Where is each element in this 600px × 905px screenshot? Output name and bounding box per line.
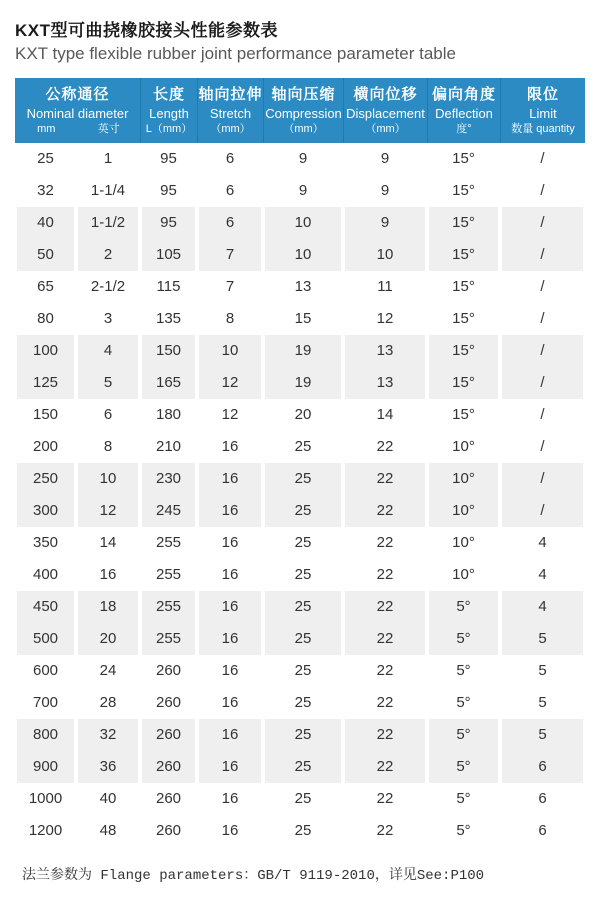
table-cell: 600	[32, 662, 59, 679]
table-cell: 25	[263, 591, 343, 623]
table-cell: /	[540, 278, 545, 295]
table-cell: 13	[294, 278, 312, 295]
table-cell: 6	[103, 406, 113, 423]
table-cell: 16	[197, 591, 263, 623]
table-cell: 15°	[427, 239, 500, 271]
table-cell: 250	[15, 463, 76, 495]
header-label-en: Length	[149, 106, 189, 121]
table-cell: 260	[155, 790, 182, 807]
table-cell: 230	[140, 463, 197, 495]
parameter-table	[15, 78, 585, 847]
table-cell: 255	[155, 566, 182, 583]
table-row	[15, 399, 585, 431]
table-cell: 22	[343, 719, 427, 751]
table-cell: 25	[37, 150, 54, 167]
table-cell: 7	[197, 239, 263, 271]
table-cell: /	[540, 150, 545, 167]
table-cell: 125	[15, 367, 76, 399]
header-col-stretch	[197, 78, 263, 143]
table-cell: 16	[197, 463, 263, 495]
table-row	[15, 175, 585, 207]
header-col-limit	[500, 78, 585, 143]
table-cell: 8	[103, 438, 113, 455]
table-cell: 95	[160, 182, 177, 199]
table-cell: 5°	[427, 751, 500, 783]
table-cell: 4	[538, 534, 547, 551]
table-cell: 16	[99, 566, 117, 583]
table-cell: 9	[343, 207, 427, 239]
table-cell: 25	[294, 822, 312, 839]
header-label-cn: 长度	[152, 86, 185, 103]
table-cell: 115	[156, 278, 181, 295]
table-cell: 22	[343, 751, 427, 783]
table-cell: 165	[140, 367, 197, 399]
header-sub-mm: mm	[37, 123, 56, 135]
header-label-en: Deflection	[435, 106, 493, 121]
table-cell: 22	[376, 694, 394, 711]
table-cell: 25	[263, 751, 343, 783]
table-cell: 260	[155, 822, 182, 839]
table-cell: 95	[160, 150, 177, 167]
table-cell: 22	[376, 790, 394, 807]
table-cell: 9	[380, 182, 390, 199]
table-cell: 15°	[427, 367, 500, 399]
table-cell: 16	[221, 822, 239, 839]
table-cell: 4	[500, 591, 585, 623]
table-row	[15, 239, 585, 271]
table-cell: 150	[32, 406, 59, 423]
header-sub-unit: 度°	[456, 123, 472, 135]
table-row	[15, 687, 585, 719]
header-col-compression	[263, 78, 343, 143]
table-row	[15, 527, 585, 559]
table-cell: 5°	[427, 623, 500, 655]
table-cell: 15°	[452, 310, 475, 327]
table-cell: 40	[99, 790, 117, 807]
table-cell: 16	[197, 751, 263, 783]
table-row	[15, 719, 585, 751]
table-cell: /	[540, 406, 545, 423]
table-cell: 25	[263, 495, 343, 527]
table-cell: /	[500, 463, 585, 495]
table-cell: 260	[155, 662, 182, 679]
table-cell: 2	[76, 239, 140, 271]
table-cell: 12	[376, 310, 394, 327]
table-cell: 1-1/4	[90, 182, 126, 199]
table-cell: /	[500, 495, 585, 527]
table-cell: 15°	[452, 182, 475, 199]
table-cell: 1	[103, 150, 113, 167]
table-cell: 700	[32, 694, 59, 711]
table-cell: 48	[99, 822, 117, 839]
header-col-length	[140, 78, 197, 143]
table-body	[15, 143, 585, 847]
table-cell: 15°	[427, 207, 500, 239]
table-row	[15, 367, 585, 399]
table-cell: 22	[343, 463, 427, 495]
table-cell: 11	[377, 278, 393, 295]
header-col-deflection	[427, 78, 500, 143]
table-cell: 25	[263, 623, 343, 655]
table-cell: 5°	[427, 719, 500, 751]
table-cell: 1-1/2	[76, 207, 140, 239]
table-cell: 22	[343, 591, 427, 623]
header-label-cn: 限位	[526, 86, 559, 103]
table-cell: 5	[500, 719, 585, 751]
table-cell: 10°	[452, 438, 475, 455]
table-cell: 6	[225, 182, 235, 199]
table-cell: 32	[76, 719, 140, 751]
table-cell: /	[540, 310, 545, 327]
table-row	[15, 495, 585, 527]
header-label-en: Nominal diameter	[26, 106, 129, 121]
table-header	[15, 78, 585, 143]
table-cell: 3	[103, 310, 113, 327]
header-label-en: Limit	[529, 106, 557, 121]
table-cell: 6	[538, 790, 547, 807]
table-cell: 15°	[452, 406, 475, 423]
header-sub-unit: 数量 quantity	[511, 123, 575, 135]
header-label-cn: 公称通径	[45, 86, 110, 103]
table-cell: 150	[140, 335, 197, 367]
table-row	[15, 751, 585, 783]
table-cell: 400	[32, 566, 59, 583]
table-cell: 16	[221, 662, 239, 679]
table-cell: /	[500, 207, 585, 239]
table-cell: 40	[15, 207, 76, 239]
table-cell: 450	[15, 591, 76, 623]
table-cell: 20	[294, 406, 312, 423]
table-cell: 15°	[452, 278, 475, 295]
header-sub-inch: 英寸	[97, 123, 120, 135]
table-cell: 16	[197, 623, 263, 655]
header-sub-unit: （mm）	[283, 123, 324, 135]
table-row	[15, 623, 585, 655]
table-cell: 10	[197, 335, 263, 367]
table-cell: 12	[197, 367, 263, 399]
table-cell: 25	[294, 790, 312, 807]
table-cell: 10	[343, 239, 427, 271]
table-cell: 19	[263, 367, 343, 399]
table-row	[15, 559, 585, 591]
page-title-cn: KXT型可曲挠橡胶接头性能参数表	[15, 21, 278, 40]
table-cell: 10	[76, 463, 140, 495]
header-label-en: Stretch	[209, 106, 252, 121]
header-label-en: Compression	[265, 106, 342, 121]
table-row	[15, 783, 585, 815]
table-cell: 14	[376, 406, 394, 423]
table-cell: 16	[221, 534, 239, 551]
page-title-en: KXT type flexible rubber joint performance parameter table	[15, 44, 456, 63]
table-cell: 18	[76, 591, 140, 623]
table-cell: 32	[37, 182, 54, 199]
table-cell: 25	[294, 694, 312, 711]
table-row	[15, 143, 585, 175]
header-label-en: Displacement	[346, 106, 425, 121]
table-row	[15, 431, 585, 463]
table-cell: 22	[343, 623, 427, 655]
table-cell: 5°	[456, 694, 471, 711]
table-cell: 24	[99, 662, 117, 679]
table-cell: 25	[294, 566, 312, 583]
table-cell: 180	[155, 406, 182, 423]
table-cell: 4	[76, 335, 140, 367]
table-cell: 9	[298, 182, 308, 199]
table-cell: /	[500, 335, 585, 367]
table-cell: 13	[343, 335, 427, 367]
table-cell: 12	[76, 495, 140, 527]
table-cell: 16	[197, 495, 263, 527]
table-cell: 10°	[452, 566, 475, 583]
table-row	[15, 591, 585, 623]
table-cell: /	[540, 438, 545, 455]
table-cell: 260	[155, 694, 182, 711]
header-label-cn: 轴向压缩	[271, 86, 336, 103]
table-cell: 50	[15, 239, 76, 271]
table-cell: 6	[538, 822, 547, 839]
header-sub-unit: （mm）	[365, 123, 406, 135]
table-cell: 16	[221, 790, 239, 807]
table-cell: 800	[15, 719, 76, 751]
header-sub-unit: （mm）	[210, 123, 251, 135]
table-cell: 9	[380, 150, 390, 167]
table-cell: 19	[263, 335, 343, 367]
table-cell: 28	[99, 694, 117, 711]
table-cell: 16	[221, 694, 239, 711]
table-cell: 22	[376, 822, 394, 839]
table-cell: 5°	[456, 662, 471, 679]
table-cell: 25	[263, 719, 343, 751]
table-cell: 255	[140, 623, 197, 655]
header-col-displacement	[343, 78, 427, 143]
table-cell: 22	[376, 566, 394, 583]
header-label-cn: 横向位移	[353, 86, 418, 103]
table-cell: 210	[155, 438, 182, 455]
table-cell: /	[540, 182, 545, 199]
table-cell: 15°	[452, 150, 475, 167]
table-cell: 25	[294, 534, 312, 551]
table-cell: 105	[140, 239, 197, 271]
table-cell: 135	[155, 310, 182, 327]
table-row	[15, 655, 585, 687]
table-row	[15, 463, 585, 495]
table-cell: 25	[294, 662, 312, 679]
table-cell: 80	[37, 310, 54, 327]
table-cell: 22	[376, 534, 394, 551]
header-sub-units	[15, 122, 140, 137]
table-cell: 260	[140, 751, 197, 783]
header-label-cn: 偏向角度	[431, 86, 496, 103]
footer-note: 法兰参数为 Flange parameters：GB/T 9119-2010，详见See:P100	[22, 868, 485, 884]
table-cell: 2-1/2	[90, 278, 126, 295]
table-cell: 100	[15, 335, 76, 367]
table-row	[15, 303, 585, 335]
table-cell: 12	[221, 406, 239, 423]
table-cell: 5	[538, 662, 547, 679]
table-cell: 255	[140, 591, 197, 623]
table-cell: 300	[15, 495, 76, 527]
table-cell: 36	[76, 751, 140, 783]
table-cell: 16	[221, 566, 239, 583]
table-cell: 6	[197, 207, 263, 239]
table-cell: 7	[225, 278, 235, 295]
table-cell: 22	[376, 662, 394, 679]
header-col-nominal-diameter	[15, 78, 140, 143]
table-cell: 10°	[427, 495, 500, 527]
table-row	[15, 335, 585, 367]
table-row	[15, 207, 585, 239]
table-cell: /	[500, 239, 585, 271]
table-cell: 200	[32, 438, 59, 455]
table-cell: 900	[15, 751, 76, 783]
table-cell: 14	[99, 534, 117, 551]
table-cell: 500	[15, 623, 76, 655]
table-cell: 95	[140, 207, 197, 239]
table-cell: 350	[32, 534, 59, 551]
table-cell: 5°	[427, 591, 500, 623]
table-cell: 15°	[427, 335, 500, 367]
table-cell: 20	[76, 623, 140, 655]
table-cell: 255	[155, 534, 182, 551]
table-cell: 65	[37, 278, 54, 295]
table-row	[15, 271, 585, 303]
table-cell: 22	[376, 438, 394, 455]
table-cell: 245	[140, 495, 197, 527]
table-cell: 5	[500, 623, 585, 655]
table-cell: 10°	[427, 463, 500, 495]
table-cell: 8	[225, 310, 235, 327]
table-cell: 5	[76, 367, 140, 399]
table-row	[15, 815, 585, 847]
table-cell: 5°	[456, 822, 471, 839]
table-cell: 5°	[456, 790, 471, 807]
table-cell: 5	[538, 694, 547, 711]
table-cell: 15	[294, 310, 312, 327]
table-cell: 10	[263, 207, 343, 239]
table-cell: 25	[263, 463, 343, 495]
table-cell: 16	[221, 438, 239, 455]
table-cell: 9	[298, 150, 308, 167]
table-cell: 10°	[452, 534, 475, 551]
table-cell: 22	[343, 495, 427, 527]
table-cell: 6	[225, 150, 235, 167]
table-cell: 13	[343, 367, 427, 399]
table-cell: 1200	[28, 822, 63, 839]
table-cell: 6	[500, 751, 585, 783]
table-cell: 4	[538, 566, 547, 583]
header-label-cn: 轴向拉伸	[198, 86, 263, 103]
table-cell: 16	[197, 719, 263, 751]
table-cell: /	[500, 367, 585, 399]
table-cell: 25	[294, 438, 312, 455]
table-cell: 10	[263, 239, 343, 271]
table-cell: 1000	[28, 790, 63, 807]
table-cell: 260	[140, 719, 197, 751]
header-sub-unit: L（mm）	[145, 123, 193, 135]
